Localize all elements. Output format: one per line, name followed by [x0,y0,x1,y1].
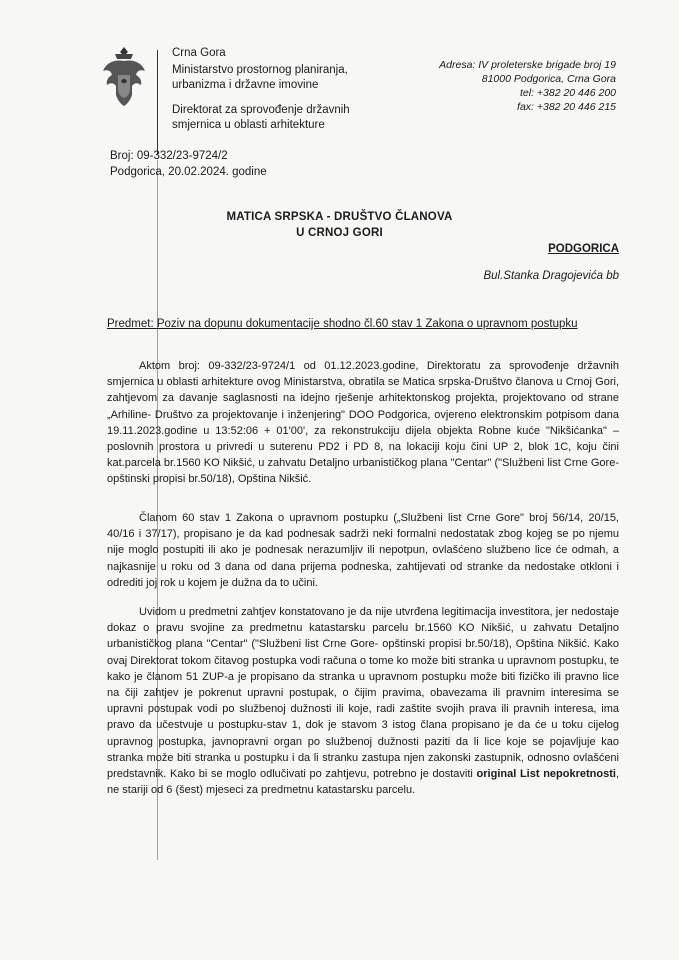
reference-number: Broj: 09-332/23-9724/2 [110,150,228,162]
recipient-name-line1: MATICA SRPSKA - DRUŠTVO ČLANOVA [226,211,453,223]
header-divider [157,50,158,155]
paragraph-3-emphasis: original List nepokretnosti [476,768,616,781]
country-name: Crna Gora [172,47,226,59]
directorate-name-line1: Direktorat za sprovođenje državnih [172,103,350,116]
institution-header [172,46,350,134]
address-city: 81000 Podgorica, Crna Gora [481,73,616,85]
body-paragraph-1: Aktom broj: 09-332/23-9724/1 od 01.12.2023.godine, Direktoratu za sprovođenje državnih smjernica u oblasti arhitekture ovog Ministarstva, obratila se Matica srpska-Društvo članova u Crnoj Gori, zahtjevom za davanje saglasnosti na idejno rješenje arhitektonskog projekta, projektovano od strane „Arhiline- Društvo za projektovanje i inženjering" DOO Podgorica, ovjereno elektronskim potpisom dana 19.11.2023.godine u 13:52:06 + 01'00', za rekonstrukciju dijela objekta Robne kuće "Nikšićanka" – poslovnih prostora u privredi u suterenu PD2 i PD 8, na lokaciji koju čini UP 2, blok 1C, koju čini kat.parcela br.1560 KO Nikšić, u zahvatu Detaljno urbanističkog plana "Centar" ("Službeni list Crne Gore- opštinski propisi br.50/18), Opština Nikšić. [107,360,619,486]
directorate-name-line2: smjernica u oblasti arhitekture [172,119,325,131]
recipient-street: Bul.Stanka Dragojevića bb [483,270,619,282]
address-fax: fax: +382 20 446 215 [517,101,616,113]
recipient-name-line2: U CRNOJ GORI [296,227,383,239]
coat-of-arms-icon [100,45,148,107]
body-paragraph-2: Članom 60 stav 1 Zakona o upravnom postupku („Službeni list Crne Gore" broj 56/14, 20/15, 40/16 i 37/17), propisano je da kad podnesak sadrži neki formalni nedostatak zbog kojeg se po njemu nije moglo postupiti ili ako je podnesak nerazumljiv ili nepotpun, ovlašćeno službeno lice će odmah, a najkasnije u roku od 3 dana od dana prijema podneska, zahtijevati od stranke da nedostake otkloni i odrediti joj rok u kojem je dužna da to učini. [107,512,619,589]
paragraph-3-text: Uvidom u predmetni zahtjev konstatovano je da nije utvrđena legitimacija investitora, jer nedostaje dokaz o pravu svojine za predmetnu katastarsku parcelu br.1560 KO Nikšić, u zahvatu Detaljno urbanističkog plana "Centar" ("Službeni list Crne Gore- opštinski propisi br.50/18), Opština Nikšić. Kako ovaj Direktorat tokom čitavog postupka vodi računa o tome ko može biti stranka u upravnom postupku, te kako je članom 51 ZUP-a je propisano da stranka u upravnom postupku može biti fizičko ili pravno lice na čiji zahtjev je pokrenut upravni postupak, o čijim pravima, obavezama ili pravnim interesima se upravni postupak vodi po službenoj dužnosti ili koje, radi zaštite svojih prava ili pravnih interesa, ima pravo da učestvuje u postupku-stav 1, dok je stavom 3 istog člana propisano je da će u toku cijelog upravnog postupka, javnopravni organ po službenoj dužnosti paziti da li lice koje se pojavljuje kao stranka može biti stranka u postupku i da li stranku zastupa njen zakonski zastupnik, odnosno ovlašćeni predstavnik. Kako bi se moglo odlučivati po zahtjevu, potrebno je dostaviti [107,606,619,781]
address-tel: tel: +382 20 446 200 [519,87,616,99]
ministry-name-line1: Ministarstvo prostornog planiranja, [172,63,348,76]
ministry-name-line2: urbanizma i državne imovine [172,79,319,91]
place-date: Podgorica, 20.02.2024. godine [110,166,267,178]
subject-line: Predmet: Poziv na dopunu dokumentacije shodno čl.60 stav 1 Zakona o upravnom postupku [107,318,578,330]
paragraph-3-ending: , ne stariji od 6 (šest) mjeseci za predmetnu katastarsku parcelu. [107,768,619,797]
address-street: Adresa: IV proleterske brigade broj 19 [439,59,616,71]
address-block [439,58,616,114]
body-paragraph-3 [107,604,619,798]
recipient-city: PODGORICA [548,243,619,255]
